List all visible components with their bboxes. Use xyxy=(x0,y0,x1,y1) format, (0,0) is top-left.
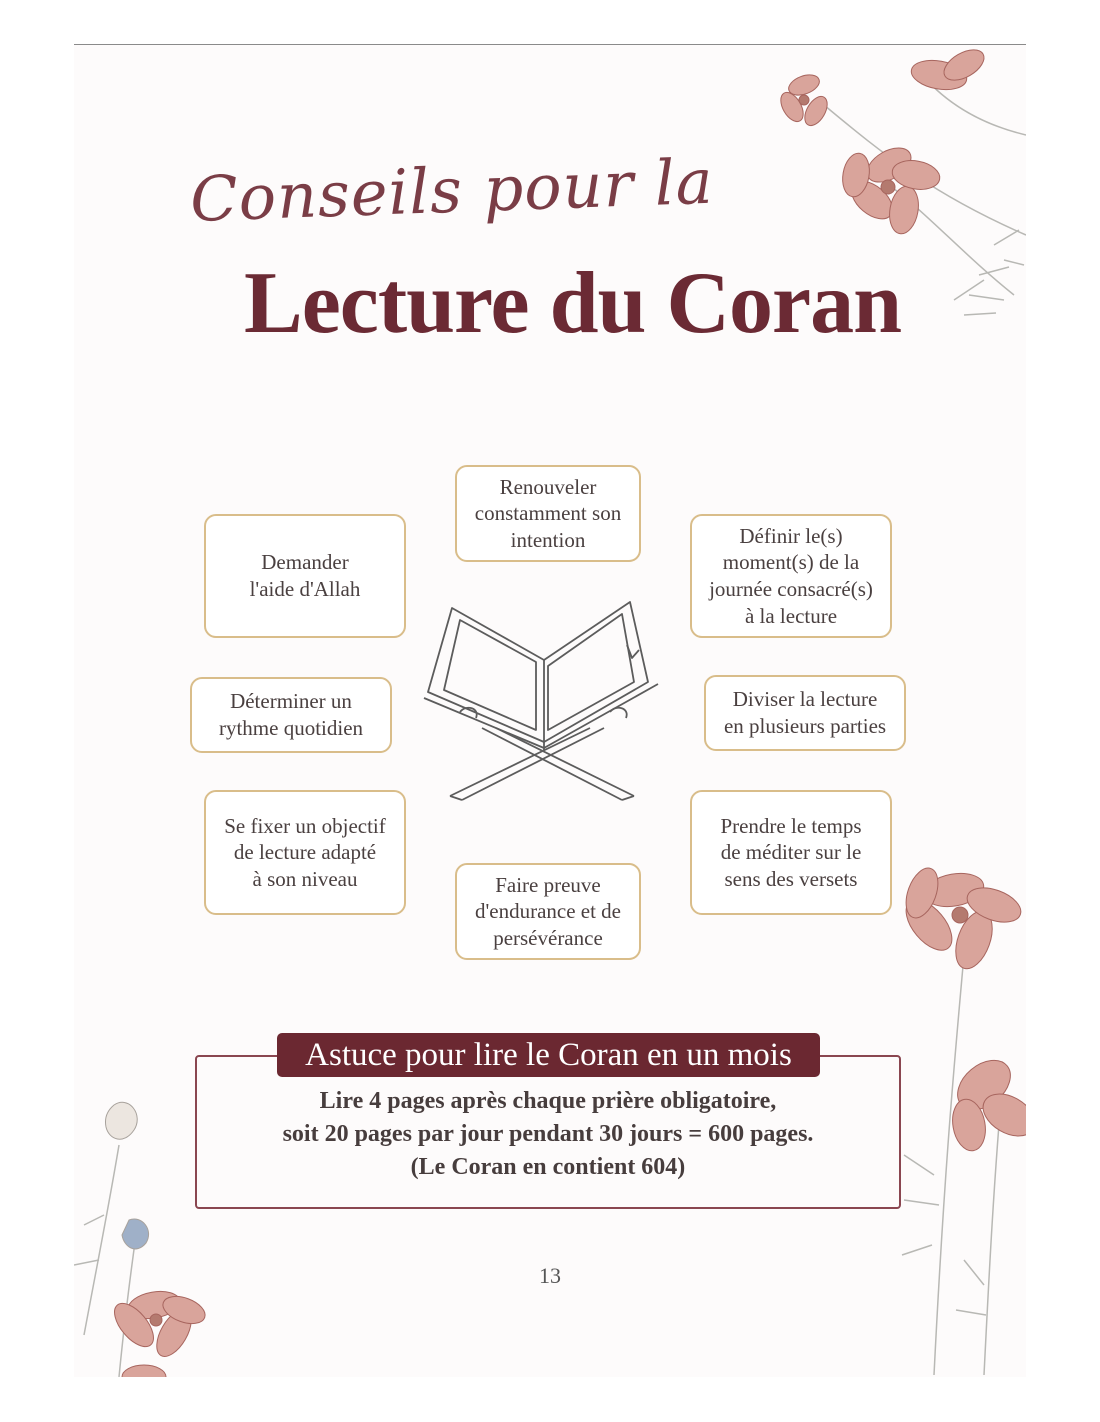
page-title: Lecture du Coran xyxy=(244,255,902,352)
tip-line: d'endurance et de xyxy=(474,899,622,924)
tip-line: Renouveler xyxy=(499,474,597,499)
tip-line: intention xyxy=(510,527,586,552)
title-script-line: Conseils pour la xyxy=(189,144,715,236)
tip-ask-allah-help xyxy=(204,514,406,638)
tip-line: en plusieurs parties xyxy=(723,714,887,738)
tip-line: Demander xyxy=(261,550,349,575)
page-number: 13 xyxy=(539,1263,561,1288)
astuce-line: Lire 4 pages après chaque prière obligatoire, xyxy=(319,1088,777,1114)
quran-on-stand-icon xyxy=(422,600,662,805)
tip-meditate-verses xyxy=(690,790,892,915)
tip-daily-rhythm xyxy=(190,677,392,753)
tip-line: Prendre le temps xyxy=(720,813,862,838)
tip-line: Se fixer un objectif xyxy=(224,813,386,838)
astuce-heading: Astuce pour lire le Coran en un mois xyxy=(277,1033,820,1077)
tip-line: persévérance xyxy=(493,925,603,950)
tip-line: Déterminer un xyxy=(230,689,352,714)
tip-line: à son niveau xyxy=(252,866,358,891)
tip-define-reading-times xyxy=(690,514,892,638)
page xyxy=(74,45,1026,1377)
tip-line: l'aide d'Allah xyxy=(249,577,361,601)
tip-renew-intention xyxy=(455,465,641,562)
astuce-line: soit 20 pages par jour pendant 30 jours = 600 pages. xyxy=(282,1121,814,1147)
tip-line: Diviser la lecture xyxy=(732,687,878,712)
tip-line: sens des versets xyxy=(724,866,858,891)
tip-line: Définir le(s) xyxy=(739,523,843,548)
astuce-line: (Le Coran en contient 604) xyxy=(410,1154,686,1180)
tip-endurance xyxy=(455,863,641,960)
tip-line: moment(s) de la xyxy=(722,550,860,575)
tip-line: à la lecture xyxy=(744,603,838,628)
tip-line: constamment son xyxy=(474,501,622,526)
tip-line: journée consacré(s) xyxy=(709,577,873,601)
tip-line: de méditer sur le xyxy=(720,840,862,865)
tip-line: Faire preuve xyxy=(495,872,601,897)
tip-line: rythme quotidien xyxy=(218,716,364,740)
tip-set-objective xyxy=(204,790,406,915)
tip-divide-reading xyxy=(704,675,906,751)
astuce-body xyxy=(195,1085,901,1184)
tip-line: de lecture adapté xyxy=(233,840,377,865)
